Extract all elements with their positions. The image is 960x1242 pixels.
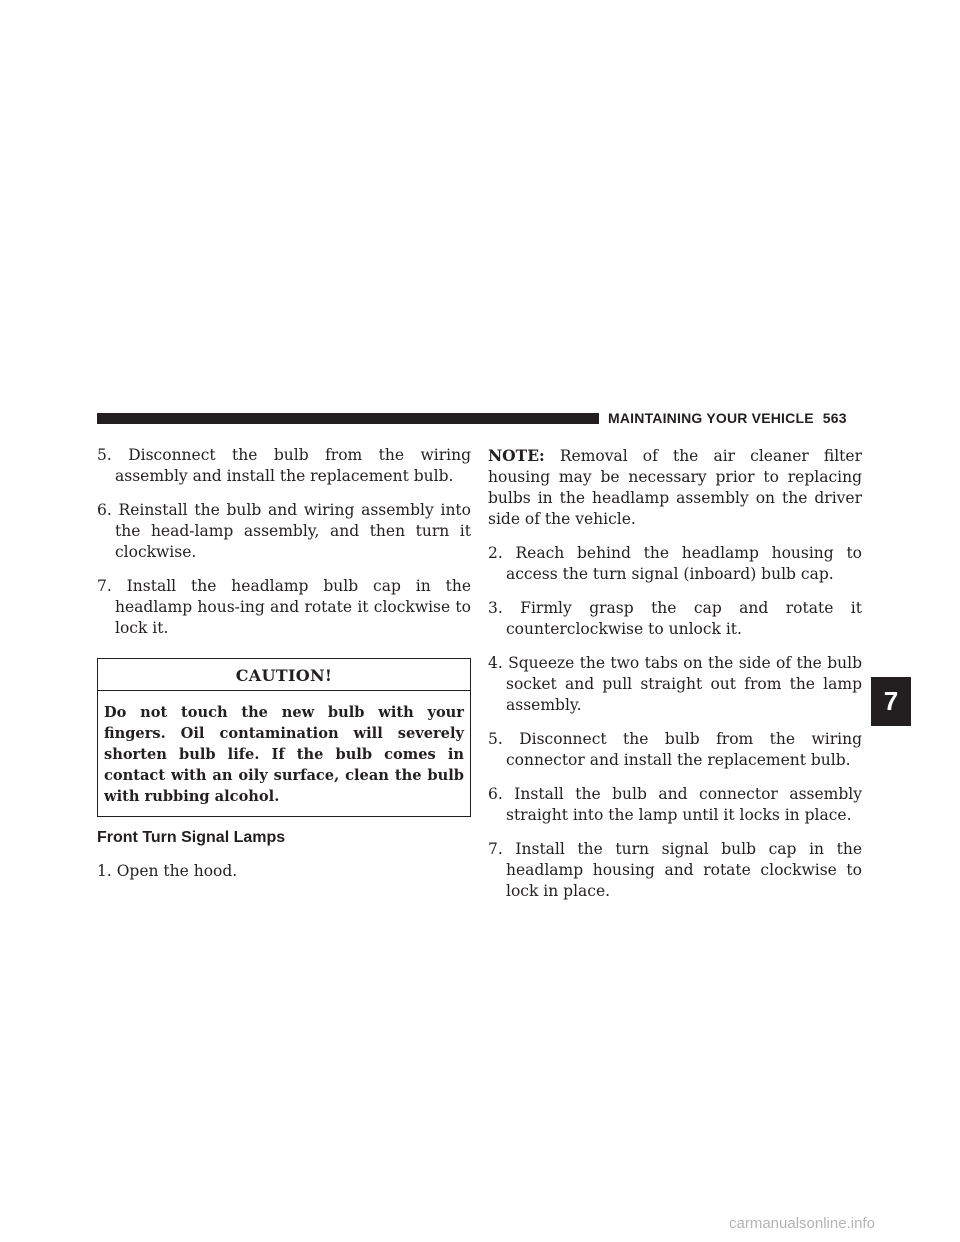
step-item: 7. Install the turn signal bulb cap in the headlamp housing and rotate clockwise to lock in place.	[488, 840, 862, 900]
page-number: 563	[822, 410, 847, 426]
step-item: 5. Disconnect the bulb from the wiring connector and install the replacement bulb.	[488, 730, 862, 769]
note-paragraph	[488, 445, 862, 530]
step-item: 5. Disconnect the bulb from the wiring assembly and install the replacement bulb.	[97, 446, 471, 485]
caution-title: CAUTION!	[98, 659, 470, 691]
step-item: 3. Firmly grasp the cap and rotate it counterclockwise to unlock it.	[488, 599, 862, 638]
chapter-tab: 7	[871, 677, 911, 726]
step-item: 2. Reach behind the headlamp housing to access the turn signal (inboard) bulb cap.	[488, 544, 862, 583]
left-column	[97, 445, 471, 895]
running-header	[608, 410, 847, 427]
step-item: 7. Install the headlamp bulb cap in the headlamp hous-ing and rotate it clockwise to lock it.	[97, 577, 471, 637]
watermark: carmanualsonline.info	[729, 1215, 875, 1232]
right-column	[488, 445, 862, 915]
step-item: 6. Install the bulb and connector assembly straight into the lamp until it locks in place.	[488, 785, 862, 824]
section-heading: Front Turn Signal Lamps	[97, 829, 286, 846]
step-item: 1. Open the hood.	[97, 862, 238, 880]
step-item: 4. Squeeze the two tabs on the side of the bulb socket and pull straight out from the lamp assembly.	[488, 654, 862, 714]
step-item: 6. Reinstall the bulb and wiring assembly into the head-lamp assembly, and then turn it clockwise.	[97, 501, 471, 561]
note-label: NOTE:	[488, 446, 545, 465]
caution-text: Do not touch the new bulb with your fingers. Oil contamination will severely shorten bulb life. If the bulb comes in contact with an oily surface, clean the bulb with rubbing alcohol.	[104, 704, 464, 805]
note-text: Removal of the air cleaner filter housing may be necessary prior to replacing bulbs in the headlamp assembly on the driver side of the vehicle.	[488, 447, 862, 528]
header-rule	[97, 413, 599, 424]
section-title: MAINTAINING YOUR VEHICLE	[608, 410, 814, 426]
caution-box	[97, 658, 471, 817]
